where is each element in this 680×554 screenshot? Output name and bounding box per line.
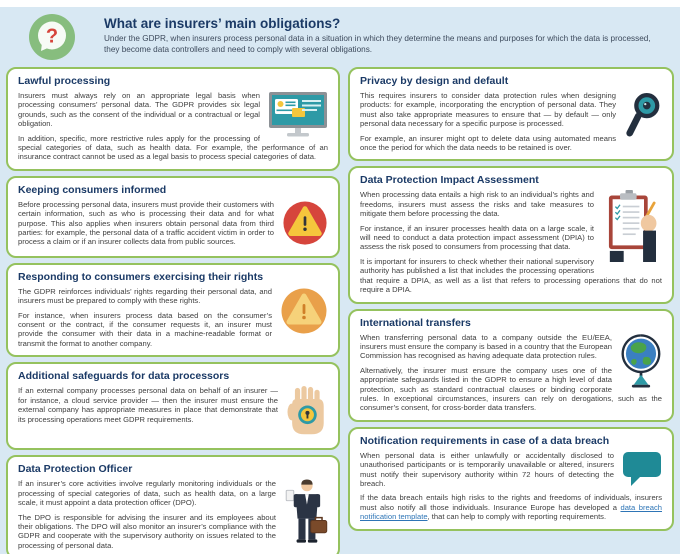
card-paragraph: It is important for insurers to check whether their national supervisory authority has published a list that includes the processing operations that require a DPIA, as well as a list that refers to processing operations that do not require a DPIA. — [360, 256, 662, 295]
data-breach-template-link[interactable]: data breach notification template — [360, 502, 662, 522]
card-paragraph: Alternatively, the insurer must ensure the company uses one of the appropriate safeguards listed in the GDPR to ensure a high level of data protection, such as standard contractual clauses or binding corporate rules. In exceptional circumstances, insurers can rely on derogations, such as the consumer’s consent, for cross-border data transfers. — [360, 365, 662, 413]
card-dpia — [348, 166, 674, 303]
card-title: Responding to consumers exercising their rights — [18, 270, 264, 283]
businessman-briefcase-icon — [284, 479, 328, 545]
card-title: Privacy by design and default — [360, 75, 509, 87]
card-privacy-by-design — [348, 67, 674, 161]
top-white-strip — [0, 0, 680, 7]
svg-text:?: ? — [45, 25, 59, 48]
card-paragraph: When transferring personal data to a company outside the EU/EEA, insurers must ensure the company is based in a country that the European Commission has recognised as having adequate data protection rules. — [360, 332, 612, 361]
card-paragraph: If an insurer’s core activities involve regularly monitoring individuals or the processing of special categories of data, such as health data, on a large scale, it must appoint a data protection officer (DPO). — [18, 479, 276, 508]
card-paragraph: In addition, specific, more restrictive rules apply for the processing of special categories of data, such as health data. For example, the performance of an insurance contract cannot be used as a legal basis to process special categories of data. — [18, 133, 328, 162]
paragraph-text: , that can help to comply with reporting requirements. — [427, 512, 607, 522]
card-data-breach-notification — [348, 427, 674, 531]
right-column — [348, 67, 674, 554]
hand-padlock-icon — [286, 386, 328, 438]
card-paragraph: When personal data is either unlawfully or accidentally disclosed to unauthorised participants or is temporarily unavailable or altered, insurers must notify their supervisory authority within 72 hours of detecting the breach. — [360, 450, 614, 488]
card-paragraph: If an external company processes personal data on behalf of an insurer — for instance, a cloud service provider — then the insurer must ensure the external company has appropriate measures in place that demonstrate that its processing operations meet GDPR requirements. — [18, 386, 278, 424]
header-text — [104, 13, 652, 55]
red-warning-triangle-icon — [282, 200, 328, 246]
page-subtitle: Under the GDPR, when insurers process personal data in a situation in which they determine the means and purposes for which the data is processed, they become data controllers and need to comply with several obligations. — [104, 34, 651, 54]
card-responding-rights — [6, 263, 340, 357]
magnifier-eye-icon — [624, 91, 662, 143]
card-paragraph: When processing data entails a high risk to an individual’s rights and freedoms, insurers must assess the risks and take measures to mitigate them before processing the data. — [360, 190, 594, 219]
orange-warning-triangle-icon — [280, 287, 328, 335]
card-title: Additional safeguards for data processors — [18, 370, 230, 383]
globe-icon — [620, 333, 662, 389]
card-international-transfers — [348, 309, 674, 422]
card-lawful-processing — [6, 67, 340, 171]
card-safeguards-processors — [6, 362, 340, 450]
card-title: International transfers — [360, 316, 471, 329]
card-title: Data Protection Impact Assessment — [360, 174, 539, 187]
card-data-protection-officer — [6, 455, 340, 554]
card-title: Keeping consumers informed — [18, 183, 167, 196]
left-column — [6, 67, 340, 554]
card-paragraph: For instance, if an insurer processes health data on a large scale, it will need to conduct a data protection impact assessment (DPIA) to assess the risk posed to consumers from processing that data. — [360, 223, 594, 252]
card-paragraph: For instance, when insurers process data based on the consumer’s consent or the contract, if the consumer requests it, an insurer must provide the consumer with their data in a machine-readable format or transmit the format to another company. — [18, 310, 272, 348]
header — [0, 7, 680, 65]
card-paragraph: This requires insurers to consider data protection rules when designing products: for example, incorporating the encryption of personal data. They must also take appropriate measures to ensure that — by default — only personal data necessary for a specific purpose is processed. — [360, 91, 616, 129]
card-title: Data Protection Officer — [18, 463, 133, 476]
question-mark-bubble-icon — [28, 13, 76, 61]
monitor-id-card-icon — [268, 91, 328, 139]
card-paragraph: For example, an insurer might opt to delete data using automated means once the period for which the data needs to be retained is over. — [360, 133, 616, 153]
page-title: What are insurers’ main obligations? — [104, 16, 341, 31]
card-paragraph: Before processing personal data, insurers must provide their customers with certain information, such as who is processing their data and for what purpose. This also applies when insurers obtain personal data from third parties: for example, the personal data of a traffic accident victim in order to process a claim or if an insurer collects data from public sources. — [18, 199, 274, 247]
card-keeping-consumers-informed — [6, 176, 340, 258]
card-columns — [0, 65, 680, 554]
speech-bubble-icon — [622, 451, 662, 487]
card-paragraph: The GDPR reinforces individuals’ rights regarding their personal data, and insurers must be prepared to comply with these rights. — [18, 286, 272, 306]
card-title: Lawful processing — [18, 75, 111, 87]
paragraph-text: If the data breach entails high risks to the rights and freedoms of individuals, insurers must also notify all those individuals. Insurance Europe has developed a — [360, 493, 662, 512]
card-paragraph — [360, 493, 662, 521]
card-title: Notification requirements in case of a data breach — [360, 434, 610, 447]
clipboard-checklist-icon — [602, 190, 662, 262]
card-paragraph: Insurers must always rely on an appropriate legal basis when processing consumers’ personal data. The GDPR provides six legal grounds, such as the consent of the individual or a contractual or legal obligation. — [18, 91, 260, 129]
card-paragraph: The DPO is responsible for advising the insurer and its employees about their obligations. The DPO will also monitor an insurer’s compliance with the GDPR and cooperate with the supervisory authority on issues related to the processing of personal data. — [18, 512, 276, 550]
